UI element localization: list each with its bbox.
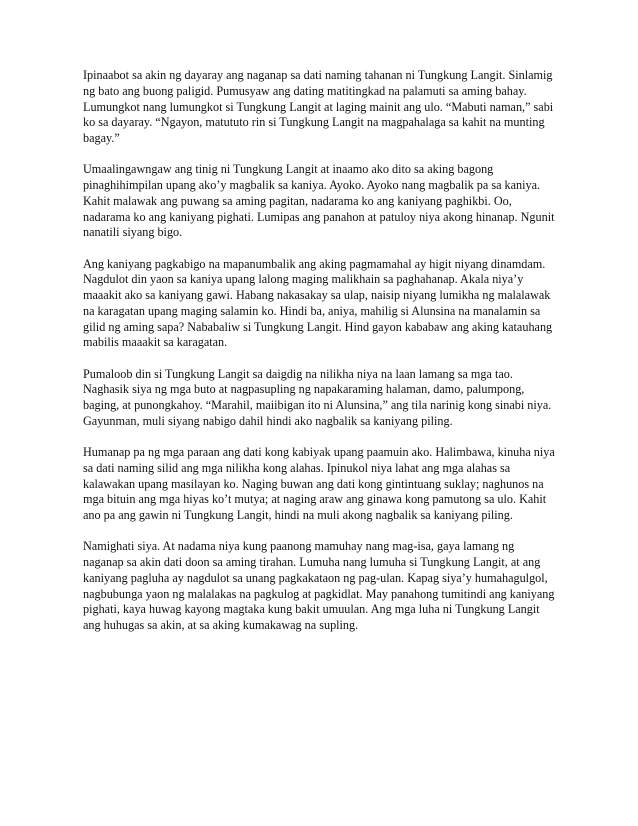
paragraph-5: Humanap pa ng mga paraan ang dati kong kabiyak upang paamuin ako. Halimbawa, kinuha niya sa dati naming silid ang mga nilikha kong alahas. Ipinukol niya lahat ang mga alahas sa kalawakan upang masilayan ko. Naging buwan ang dati kong gintintuang suklay; naghunos na mga bituin ang mga hiyas ko’t mutya; at naging araw ang ginawa kong pamutong sa ulo. Kahit ano pa ang gawin ni Tungkung Langit, hindi na muli akong nagbalik sa kaniyang piling.	[83, 445, 555, 522]
paragraph-2: Umaalingawngaw ang tinig ni Tungkung Langit at inaamo ako dito sa aking bagong pinaghihimpilan upang ako’y magbalik sa kaniya. Ayoko. Ayoko nang magbalik pa sa kaniya. Kahit malawak ang puwang sa aming pagitan, nadarama ko ang kaniyang paghikbi. Oo, nadarama ko ang kaniyang pighati. Lumipas ang panahon at patuloy niya akong hinanap. Ngunit nanatili siyang bigo.	[83, 162, 555, 240]
paragraph-4: Pumaloob din si Tungkung Langit sa daigdig na nilikha niya na laan lamang sa mga tao. Naghasik siya ng mga buto at nagpasupling ng napakaraming halaman, damo, palumpong, baging, at punongkahoy. “Marahil, maiibigan ito ni Alunsina,” ang tila narinig kong sinabi niya. Gayunman, muli siyang nabigo dahil hindi ako nagbalik sa kaniyang piling.	[83, 366, 552, 428]
paragraph-3: Ang kaniyang pagkabigo na mapanumbalik ang aking pagmamahal ay higit niyang dinamdam. Nagdulot din yaon sa kaniya upang lalong maging malikhain sa paghahanap. Akala niya’y maaakit ako sa kaniyang gawi. Habang nakasakay sa ulap, naisip niyang lumikha ng malalawak na karagatan upang maging salamin ko. Hindi ba, aniya, mahilig si Alunsina na manalamin sa gilid ng aming sapa? Nababaliw si Tungkung Langit. Hind gayon kababaw ang aking katauhang mabilis maaakit sa karagatan.	[83, 256, 553, 350]
paragraph-1: Ipinaabot sa akin ng dayaray ang naganap sa dati naming tahanan ni Tungkung Langit. Sinlamig ng bato ang buong paligid. Pumusyaw ang dating matitingkad na palamuti sa aming bahay. Lumungkot nang lumungkot si Tungkung Langit at laging mainit ang ulo. “Mabuti naman,” sabi ko sa dayaray. “Ngayon, matututo rin si Tungkung Langit na magpahalaga sa kahit na munting bagay.”	[83, 68, 554, 145]
paragraph-6: Namighati siya. At nadama niya kung paanong mamuhay nang mag-isa, gaya lamang ng naganap sa akin dati doon sa aming tirahan. Lumuha nang lumuha si Tungkung Langit, at ang kaniyang pagluha ay nagdulot sa unang pagkakataon ng pag-ulan. Kapag siya’y humahagulgol, nagbubunga yaon ng malalakas na pagkulog at pagkidlat. May panahong tumitindi ang kaniyang pighati, kaya huwag kayong magtaka kung bakit umuulan. Ang mga luha ni Tungkung Langit ang huhugas sa akin, at sa aking kumakawag na supling.	[83, 539, 555, 632]
document-page	[83, 68, 571, 649]
